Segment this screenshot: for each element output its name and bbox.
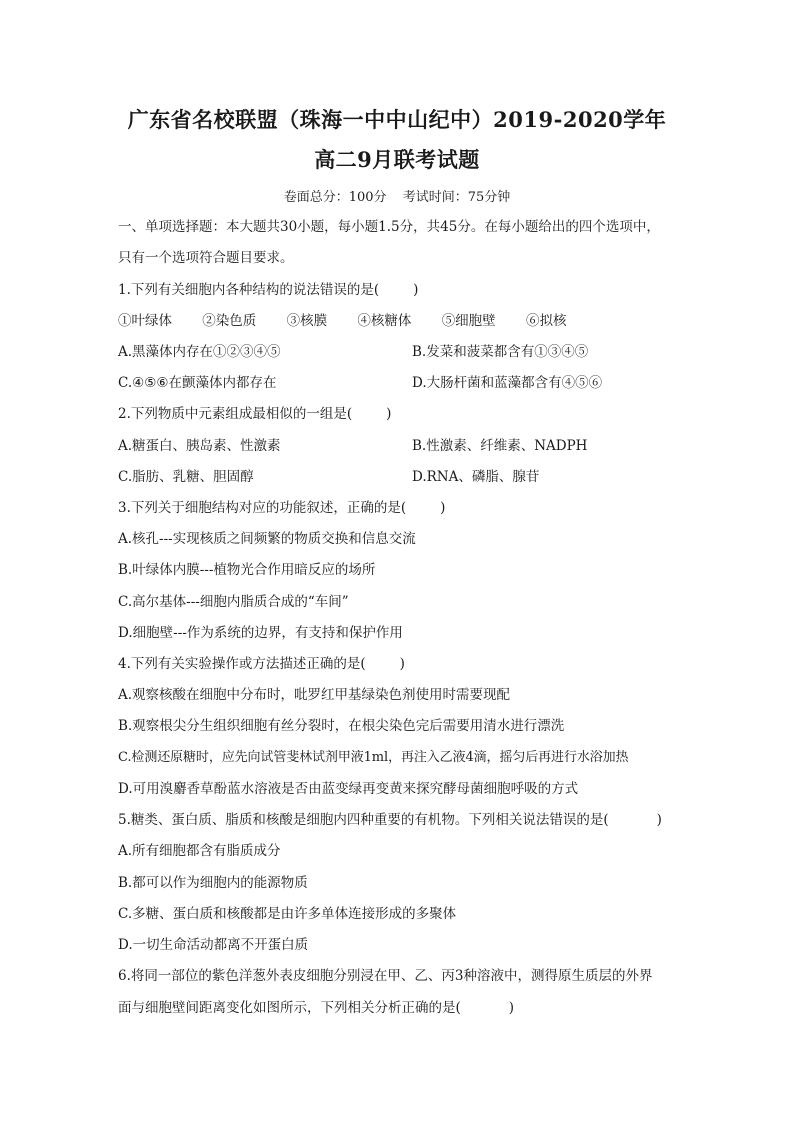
- q5-option-c: C.多糖、蛋白质和核酸都是由许多单体连接形成的多聚体: [118, 906, 457, 922]
- q6-stem-close: ): [508, 1000, 515, 1016]
- total-score: 卷面总分：100分: [283, 190, 387, 205]
- q6-stem-line2: [118, 999, 678, 1017]
- q1-stem: [118, 281, 678, 299]
- q6-stem-line1: 6.将同一部位的紫色洋葱外表皮细胞分别浸在甲、乙、丙3种溶液中，测得原生质层的外界: [118, 968, 653, 984]
- exam-title-line2: 高二9月联考试题: [314, 147, 480, 172]
- section-intro-line1: 一、单项选择题：本大题共30小题，每小题1.5分，共45分。在每小题给出的四个选项中，: [118, 219, 660, 235]
- q4-option-a: A.观察核酸在细胞中分布时，吡罗红甲基绿染色剂使用时需要现配: [118, 687, 511, 703]
- q4-stem: [118, 655, 678, 673]
- q3-option-c: C.高尔基体---细胞内脂质合成的“车间”: [118, 594, 349, 610]
- q1-item: ①叶绿体: [118, 313, 172, 329]
- exam-meta: [0, 186, 794, 205]
- q5-stem-close: ): [656, 812, 662, 828]
- q4-option-c: C.检测还原糖时，应先向试管斐林试剂甲液1ml，再注入乙液4滴，摇匀后再进行水浴加热: [118, 750, 629, 765]
- q3-stem: [118, 499, 678, 517]
- q1-option-c: C.④⑤⑥在颤藻体内都存在: [118, 375, 277, 391]
- q5-option-a: A.所有细胞都含有脂质成分: [118, 843, 281, 859]
- q4-stem-close: ): [399, 656, 405, 672]
- q6-stem-text: 面与细胞壁间距离变化如图所示，下列相关分析正确的是(: [118, 1000, 461, 1016]
- q4-option-d: D.可用溴麝香草酚蓝水溶液是否由蓝变绿再变黄来探究酵母菌细胞呼吸的方式: [118, 781, 579, 797]
- q3-option-b: B.叶绿体内膜---植物光合作用暗反应的场所: [118, 562, 376, 578]
- q2-stem-close: ): [386, 406, 392, 422]
- section-intro-line2: 只有一个选项符合题目要求。: [118, 250, 294, 266]
- q3-option-a: A.核孔---实现核质之间频繁的物质交换和信息交流: [118, 531, 416, 547]
- q1-item: ③核膜: [286, 313, 328, 329]
- q4-option-b: B.观察根尖分生组织细胞有丝分裂时，在根尖染色完后需要用清水进行漂洗: [118, 718, 565, 734]
- q1-item: ②染色质: [202, 313, 257, 329]
- q1-option-a: A.黑藻体内存在①②③④⑤: [118, 344, 281, 360]
- q1-option-d: D.大肠杆菌和蓝藻都含有④⑤⑥: [412, 375, 603, 391]
- q1-stem-close: ): [413, 282, 419, 298]
- q2-option-d: D.RNA、磷脂、腺苷: [412, 469, 540, 485]
- q1-items: [118, 312, 678, 330]
- q5-stem-text: 5.糖类、蛋白质、脂质和核酸是细胞内四种重要的有机物。下列相关说法错误的是(: [118, 812, 609, 828]
- q1-option-b: B.发菜和菠菜都含有①③④⑤: [412, 344, 589, 360]
- q3-option-d: D.细胞壁---作为系统的边界，有支持和保护作用: [118, 625, 403, 641]
- q2-option-a: A.糖蛋白、胰岛素、性激素: [118, 438, 281, 454]
- q5-option-b: B.都可以作为细胞内的能源物质: [118, 875, 308, 891]
- exam-title-line1: 广东省名校联盟（珠海一中中山纪中）2019-2020学年: [127, 107, 667, 132]
- q2-stem-text: 2.下列物质中元素组成最相似的一组是(: [118, 406, 353, 422]
- q1-item: ④核糖体: [357, 313, 412, 329]
- q5-stem: [118, 811, 678, 829]
- q4-stem-text: 4.下列有关实验操作或方法描述正确的是(: [118, 656, 366, 672]
- q1-item: ⑤细胞壁: [441, 313, 496, 329]
- q1-stem-text: 1.下列有关细胞内各种结构的说法错误的是(: [118, 282, 380, 298]
- q2-option-c: C.脂肪、乳糖、胆固醇: [118, 469, 254, 485]
- q1-item: ⑥拟核: [525, 313, 567, 329]
- q2-option-b: B.性激素、纤维素、NADPH: [412, 438, 588, 454]
- q3-stem-close: ): [440, 500, 446, 516]
- q2-stem: [118, 405, 678, 423]
- q3-stem-text: 3.下列关于细胞结构对应的功能叙述，正确的是(: [118, 500, 407, 516]
- q5-option-d: D.一切生命活动都离不开蛋白质: [118, 937, 309, 953]
- exam-time: 考试时间：75分钟: [402, 190, 511, 205]
